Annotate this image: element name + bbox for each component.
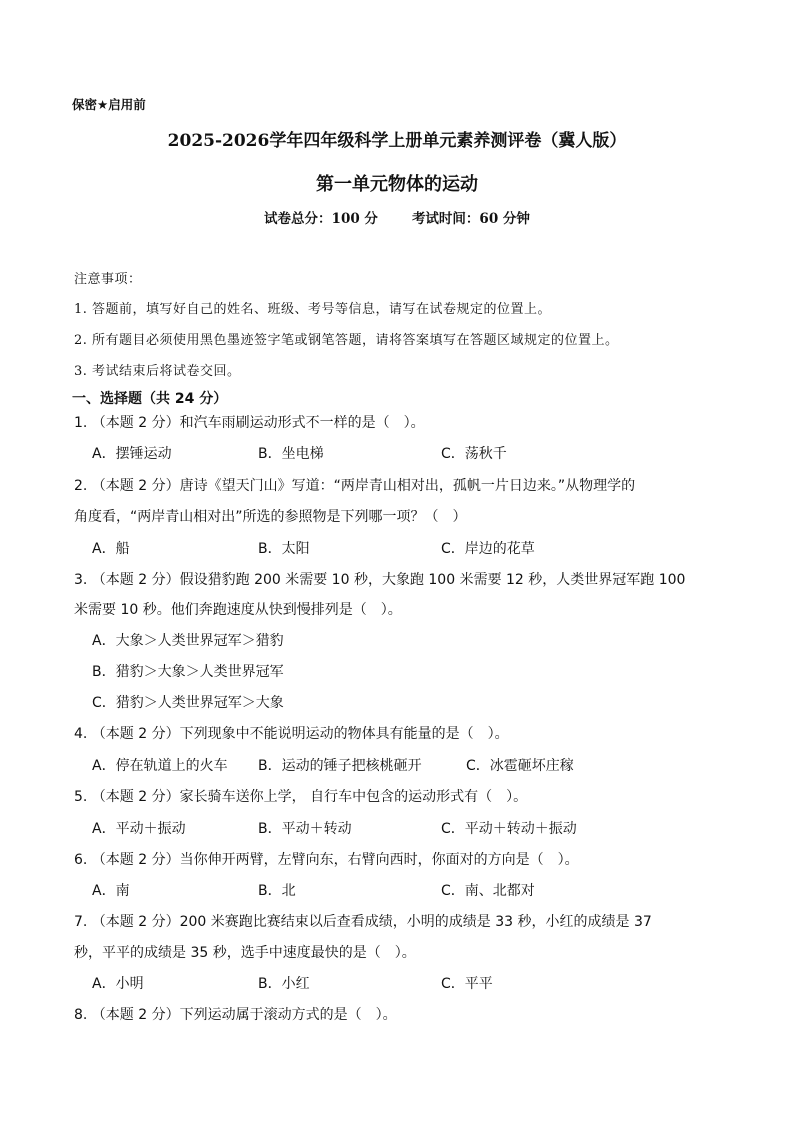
q1-option-b: B．坐电梯 — [258, 446, 324, 462]
q4-option-b: B．运动的锤子把核桃砸开 — [258, 758, 422, 774]
exam-meta — [0, 207, 794, 227]
question-6: 6. （本题 2 分）当你伸开两臂，左臂向东，右臂向西时，你面对的方向是（ ）。 — [74, 852, 579, 868]
question-7: 7. （本题 2 分）200 米赛跑比赛结束以后查看成绩，小明的成绩是 33 秒，小红的成绩是 37 — [74, 914, 652, 930]
question-3: 3. （本题 2 分）假设猎豹跑 200 米需要 10 秒，大象跑 100 米需要 12 秒，人类世界冠军跑 100 — [74, 572, 686, 588]
q3-option-a: A．大象＞人类世界冠军＞猎豹 — [92, 633, 284, 649]
q2-option-c: C．岸边的花草 — [441, 541, 535, 557]
q2-option-a: A．船 — [92, 541, 130, 557]
q7-option-a: A．小明 — [92, 976, 144, 992]
exam-time: 考试时间：60 分钟 — [411, 211, 530, 227]
q4-option-a: A．停在轨道上的火车 — [92, 758, 228, 774]
unit-title: 第一单元物体的运动 — [316, 174, 478, 195]
q2-option-b: B．太阳 — [258, 541, 310, 557]
notice-item: 2. 所有题目必须使用黑色墨迹签字笔或钢笔答题，请将答案填写在答题区域规定的位置上。 — [74, 333, 619, 348]
question-2-cont: 角度看，“两岸青山相对出”所选的参照物是下列哪一项？（ ） — [74, 509, 467, 525]
q4-option-c: C．冰雹砸坏庄稼 — [466, 758, 574, 774]
q1-option-c: C．荡秋千 — [441, 446, 507, 462]
q6-option-c: C．南、北都对 — [441, 883, 535, 899]
q1-option-a: A．摆锤运动 — [92, 446, 172, 462]
notice-heading: 注意事项： — [74, 272, 142, 287]
question-4: 4. （本题 2 分）下列现象中不能说明运动的物体具有能量的是（ ）。 — [74, 726, 509, 742]
q3-option-c: C．猎豹＞人类世界冠军＞大象 — [92, 695, 284, 711]
q5-option-b: B．平动＋转动 — [258, 821, 352, 837]
notice-item: 1. 答题前，填写好自己的姓名、班级、考号等信息，请写在试卷规定的位置上。 — [74, 302, 552, 317]
question-2: 2. （本题 2 分）唐诗《望天门山》写道：“两岸青山相对出，孤帆一片日边来。”从物理学的 — [74, 478, 636, 494]
question-5: 5. （本题 2 分）家长骑车送你上学， 自行车中包含的运动形式有（ ）。 — [74, 789, 528, 805]
question-3-cont: 米需要 10 秒。他们奔跑速度从快到慢排列是（ ）。 — [74, 602, 402, 618]
q6-option-a: A．南 — [92, 883, 130, 899]
q5-option-c: C．平动＋转动＋振动 — [441, 821, 577, 837]
confidential-label: 保密★启用前 — [72, 97, 146, 112]
q5-option-a: A．平动＋振动 — [92, 821, 186, 837]
question-1: 1. （本题 2 分）和汽车雨刷运动形式不一样的是（ ）。 — [74, 415, 425, 431]
q7-option-c: C．平平 — [441, 976, 493, 992]
q7-option-b: B．小红 — [258, 976, 310, 992]
notice-item: 3. 考试结束后将试卷交回。 — [74, 364, 241, 379]
section-title: 一、选择题（共 24 分） — [72, 391, 228, 407]
q3-option-b: B．猎豹＞大象＞人类世界冠军 — [92, 664, 284, 680]
question-8: 8. （本题 2 分）下列运动属于滚动方式的是（ ）。 — [74, 1007, 397, 1023]
total-score: 试卷总分：100 分 — [264, 211, 378, 227]
q6-option-b: B．北 — [258, 883, 296, 899]
exam-title: 2025-2026学年四年级科学上册单元素养测评卷（冀人版） — [167, 131, 627, 151]
question-7-cont: 秒，平平的成绩是 35 秒，选手中速度最快的是（ ）。 — [74, 945, 416, 961]
